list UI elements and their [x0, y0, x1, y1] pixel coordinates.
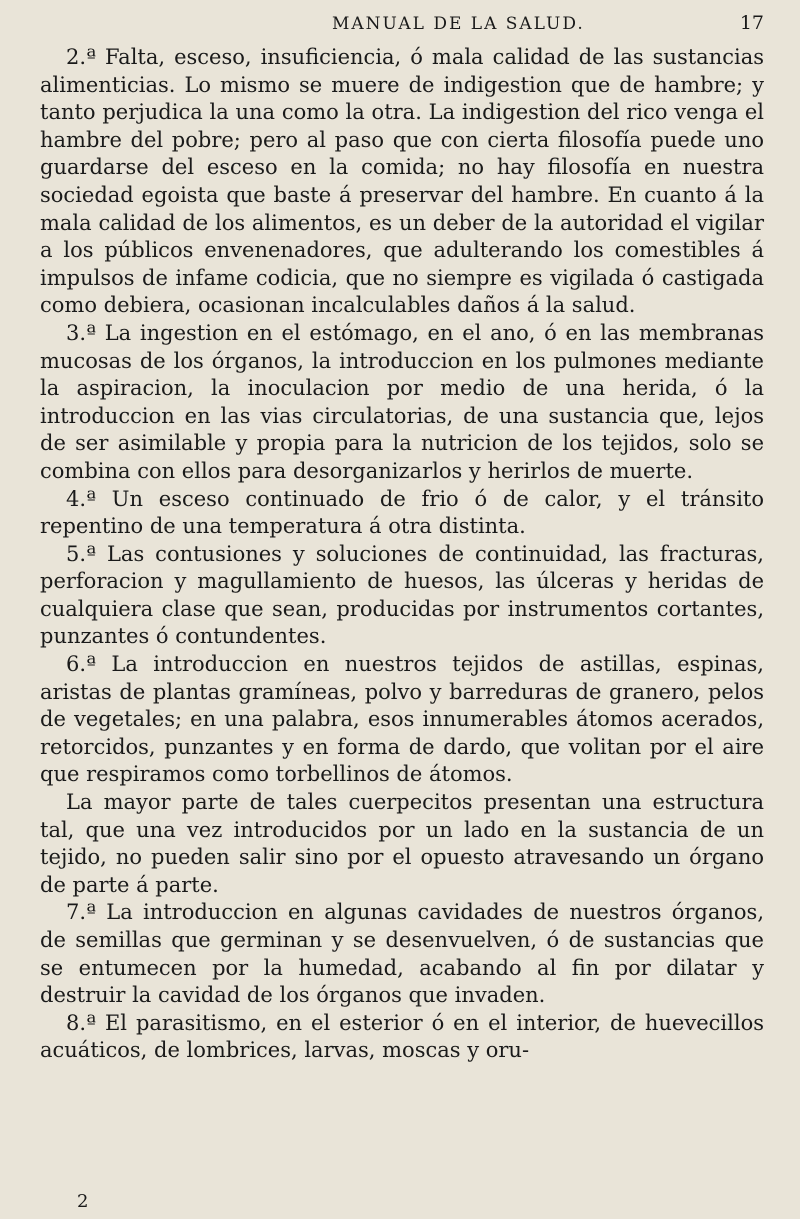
paragraph-item-6: 6.ª La introduccion en nuestros tejidos de astillas, espinas, aristas de plantas gramíneas, polvo y barreduras de granero, pelos de vegetales; en una palabra, esos innumerables átomos acerados, retorcidos, punzantes y en forma de dardo, que volitan por el aire que respiramos como torbellinos de átomos.: [40, 652, 764, 787]
paragraph-item-4: 4.ª Un esceso continuado de frio ó de calor, y el tránsito repentino de una temperatura á otra distinta.: [40, 486, 764, 539]
paragraph-note: La mayor parte de tales cuerpecitos presentan una estructura tal, que una vez introducidos por un lado en la sustancia de un tejido, no pueden salir sino por el opuesto atravesando un órgano de parte á parte.: [40, 790, 764, 897]
paragraph-item-3: 3.ª La ingestion en el estómago, en el ano, ó en las membranas mucosas de los órganos, la introduccion en los pulmones mediante la aspiracion, la inoculacion por medio de una herida, ó la introduccion en las vias circulatorias, de una sustancia que, lejos de ser asimilable y propia para la nutricion de los tejidos, solo se combina con ellos para desorganizarlos y herirlos de muerte.: [40, 320, 764, 483]
paragraph-item-5: 5.ª Las contusiones y soluciones de continuidad, las fracturas, perforacion y magullamiento de huesos, las úlceras y heridas de cualquiera clase que sean, producidas por instrumentos cortantes, punzantes ó contundentes.: [40, 541, 764, 649]
paragraph-item-2: 2.ª Falta, esceso, insuficiencia, ó mala calidad de las sustancias alimenticias. Lo mismo se muere de indigestion que de hambre; y tanto perjudica la una como la otra. La indigestion del rico venga el hambre del pobre; pero al paso que con cierta filosofía puede uno guardarse del esceso en la comida; no hay filosofía en nuestra sociedad egoista que baste á preservar del hambre. En cuanto á la mala calidad de los alimentos, es un deber de la autoridad el vigilar a los públicos envenenadores, que adulterando los comestibles á impulsos de infame codicia, que no siempre es vigilada ó castigada como debiera, ocasionan incalculables daños á la salud.: [40, 45, 764, 318]
running-title: MANUAL DE LA SALUD.: [332, 14, 585, 34]
running-head: [40, 12, 764, 42]
paragraph-item-8: 8.ª El parasitismo, en el esterior ó en el interior, de huevecillos acuáticos, de lombrices, larvas, moscas y oru-: [40, 1010, 764, 1063]
body-text: [40, 44, 764, 1065]
page-number: 17: [739, 12, 764, 34]
signature-mark: 2: [77, 1191, 89, 1212]
paragraph-item-7: 7.ª La introduccion en algunas cavidades de nuestros órganos, de semillas que germinan y se desenvuelven, ó de sustancias que se entumecen por la humedad, acabando al fin por dilatar y destruir la cavidad de los órganos que invaden.: [40, 900, 764, 1008]
